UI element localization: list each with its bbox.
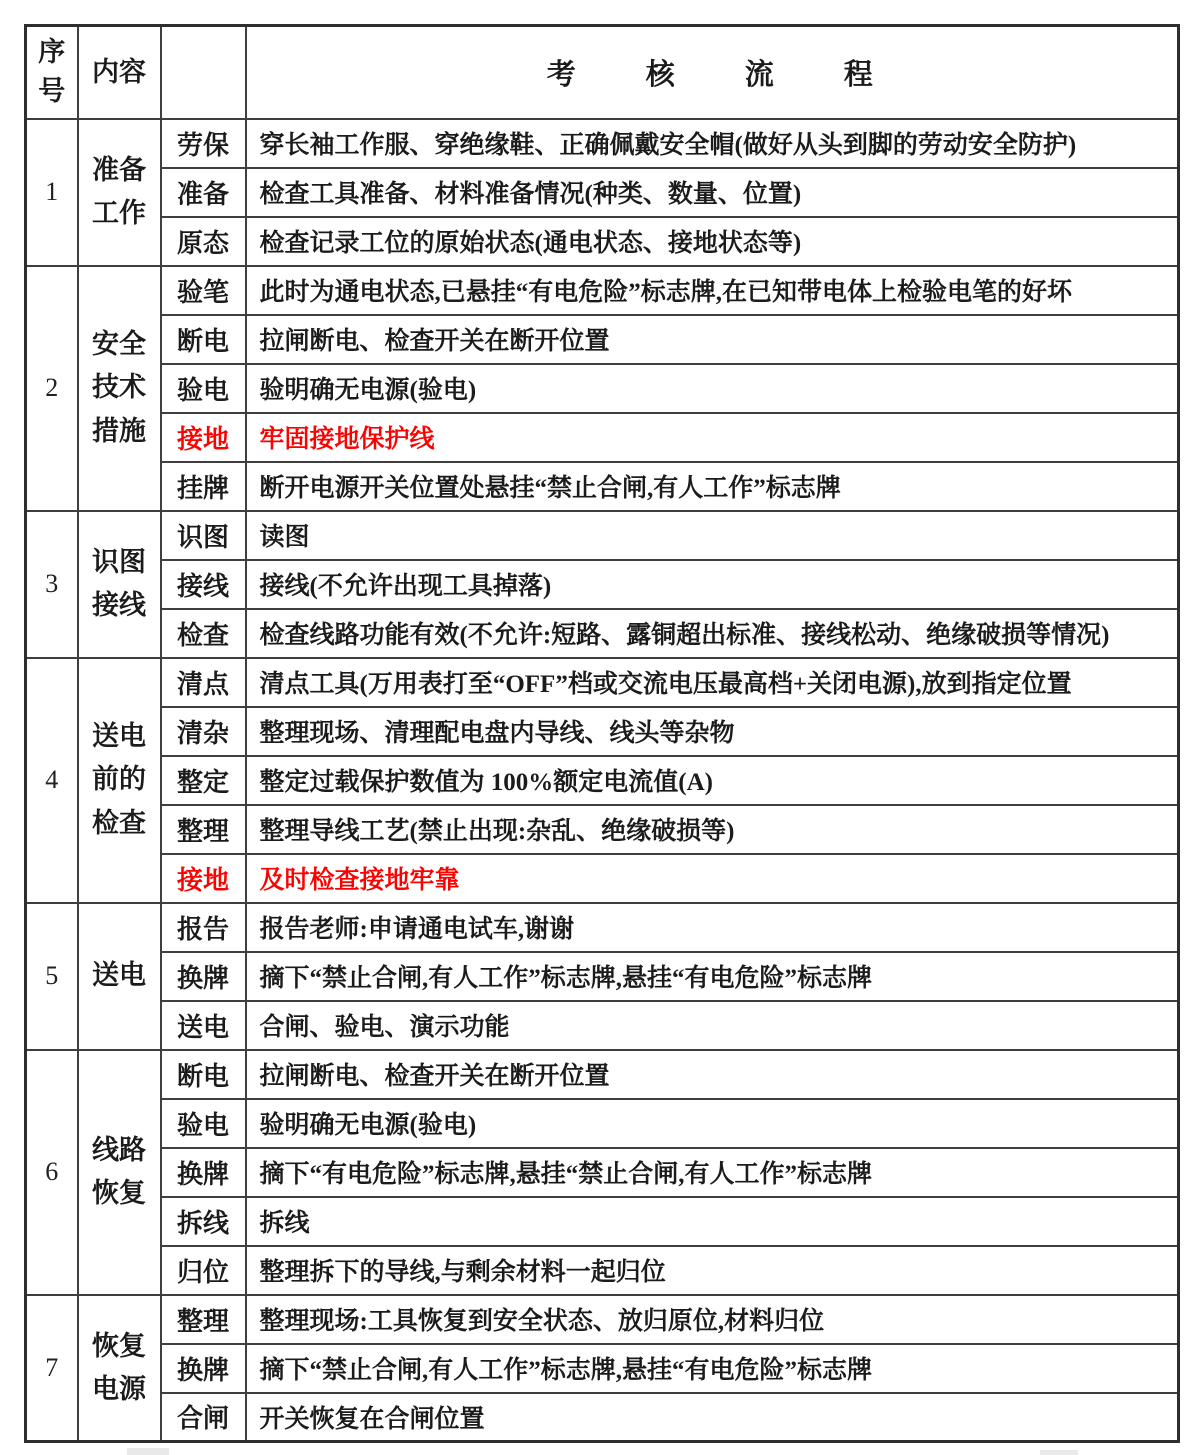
step-desc: 整理现场、清理配电盘内导线、线头等杂物: [246, 707, 1179, 756]
header-blank: [161, 26, 246, 119]
step-label: 挂牌: [161, 462, 246, 511]
step-desc: 报告老师:申请通电试车,谢谢: [246, 903, 1179, 952]
step-label: 换牌: [161, 1344, 246, 1393]
table-row-highlighted: [26, 854, 1179, 903]
table-row: [26, 560, 1179, 609]
step-desc: 断开电源开关位置处悬挂“禁止合闸,有人工作”标志牌: [246, 462, 1179, 511]
table-row: [26, 364, 1179, 413]
step-label: 整定: [161, 756, 246, 805]
group-content: 恢复电源: [78, 1295, 161, 1442]
table-row: [26, 903, 1179, 952]
step-label: 换牌: [161, 1148, 246, 1197]
table-row: [26, 658, 1179, 707]
table-row: [26, 756, 1179, 805]
group-content: 送电: [78, 903, 161, 1050]
step-desc: 拉闸断电、检查开关在断开位置: [246, 1050, 1179, 1099]
step-desc: 检查记录工位的原始状态(通电状态、接地状态等): [246, 217, 1179, 266]
table-row: [26, 1050, 1179, 1099]
group-content: 送电前的检查: [78, 658, 161, 903]
table-row: [26, 511, 1179, 560]
table-row: [26, 1197, 1179, 1246]
group-number: 3: [26, 511, 78, 658]
step-desc: 验明确无电源(验电): [246, 364, 1179, 413]
step-desc: 摘下“禁止合闸,有人工作”标志牌,悬挂“有电危险”标志牌: [246, 1344, 1179, 1393]
table-row: [26, 217, 1179, 266]
step-label: 准备: [161, 168, 246, 217]
step-label: 验电: [161, 364, 246, 413]
table-row: [26, 1393, 1179, 1442]
step-label: 清杂: [161, 707, 246, 756]
step-label: 送电: [161, 1001, 246, 1050]
header-seq: 序号: [26, 26, 78, 119]
table-row: [26, 168, 1179, 217]
table-row: [26, 1001, 1179, 1050]
group-content: 识图接线: [78, 511, 161, 658]
step-label: 接地: [161, 413, 246, 462]
header-content: 内容: [78, 26, 161, 119]
step-label: 报告: [161, 903, 246, 952]
group-number: 7: [26, 1295, 78, 1442]
step-label: 合闸: [161, 1393, 246, 1442]
step-desc: 拆线: [246, 1197, 1179, 1246]
step-label: 拆线: [161, 1197, 246, 1246]
step-desc: 开关恢复在合闸位置: [246, 1393, 1179, 1442]
table-row: [26, 609, 1179, 658]
step-label: 换牌: [161, 952, 246, 1001]
table-row: [26, 119, 1179, 168]
step-label: 整理: [161, 1295, 246, 1344]
cutoff-fragment-right: [1040, 1450, 1078, 1455]
step-desc: 及时检查接地牢靠: [246, 854, 1179, 903]
step-desc: 读图: [246, 511, 1179, 560]
group-content: 线路恢复: [78, 1050, 161, 1295]
table-row: [26, 1344, 1179, 1393]
table-row-highlighted: [26, 413, 1179, 462]
group-number: 4: [26, 658, 78, 903]
table-row: [26, 1148, 1179, 1197]
table-row: [26, 952, 1179, 1001]
step-label: 断电: [161, 315, 246, 364]
step-desc: 此时为通电状态,已悬挂“有电危险”标志牌,在已知带电体上检验电笔的好坏: [246, 266, 1179, 315]
step-label: 接地: [161, 854, 246, 903]
table-row: [26, 805, 1179, 854]
step-desc: 检查工具准备、材料准备情况(种类、数量、位置): [246, 168, 1179, 217]
step-desc: 穿长袖工作服、穿绝缘鞋、正确佩戴安全帽(做好从头到脚的劳动安全防护): [246, 119, 1179, 168]
step-desc: 接线(不允许出现工具掉落): [246, 560, 1179, 609]
table-row: [26, 462, 1179, 511]
group-content: 准备工作: [78, 119, 161, 266]
step-label: 断电: [161, 1050, 246, 1099]
header-process: 考 核 流 程: [246, 26, 1179, 119]
step-desc: 牢固接地保护线: [246, 413, 1179, 462]
table-row: [26, 1246, 1179, 1295]
step-desc: 整理导线工艺(禁止出现:杂乱、绝缘破损等): [246, 805, 1179, 854]
step-label: 原态: [161, 217, 246, 266]
step-desc: 检查线路功能有效(不允许:短路、露铜超出标准、接线松动、绝缘破损等情况): [246, 609, 1179, 658]
step-label: 验电: [161, 1099, 246, 1148]
header-row: [26, 26, 1179, 119]
group-number: 6: [26, 1050, 78, 1295]
table-row: [26, 1295, 1179, 1344]
step-label: 整理: [161, 805, 246, 854]
step-desc: 整定过载保护数值为 100%额定电流值(A): [246, 756, 1179, 805]
step-label: 清点: [161, 658, 246, 707]
group-number: 2: [26, 266, 78, 511]
step-label: 归位: [161, 1246, 246, 1295]
group-number: 5: [26, 903, 78, 1050]
table-row: [26, 707, 1179, 756]
step-desc: 整理拆下的导线,与剩余材料一起归位: [246, 1246, 1179, 1295]
step-desc: 清点工具(万用表打至“OFF”档或交流电压最高档+关闭电源),放到指定位置: [246, 658, 1179, 707]
step-desc: 整理现场:工具恢复到安全状态、放归原位,材料归位: [246, 1295, 1179, 1344]
group-content: 安全技术措施: [78, 266, 161, 511]
group-number: 1: [26, 119, 78, 266]
step-label: 检查: [161, 609, 246, 658]
cutoff-fragment-left: [127, 1448, 169, 1455]
step-label: 接线: [161, 560, 246, 609]
table-row: [26, 266, 1179, 315]
assessment-table: [24, 24, 1180, 1443]
table-row: [26, 315, 1179, 364]
table-row: [26, 1099, 1179, 1148]
step-desc: 合闸、验电、演示功能: [246, 1001, 1179, 1050]
step-desc: 验明确无电源(验电): [246, 1099, 1179, 1148]
step-label: 劳保: [161, 119, 246, 168]
step-label: 识图: [161, 511, 246, 560]
step-label: 验笔: [161, 266, 246, 315]
step-desc: 摘下“有电危险”标志牌,悬挂“禁止合闸,有人工作”标志牌: [246, 1148, 1179, 1197]
step-desc: 拉闸断电、检查开关在断开位置: [246, 315, 1179, 364]
step-desc: 摘下“禁止合闸,有人工作”标志牌,悬挂“有电危险”标志牌: [246, 952, 1179, 1001]
